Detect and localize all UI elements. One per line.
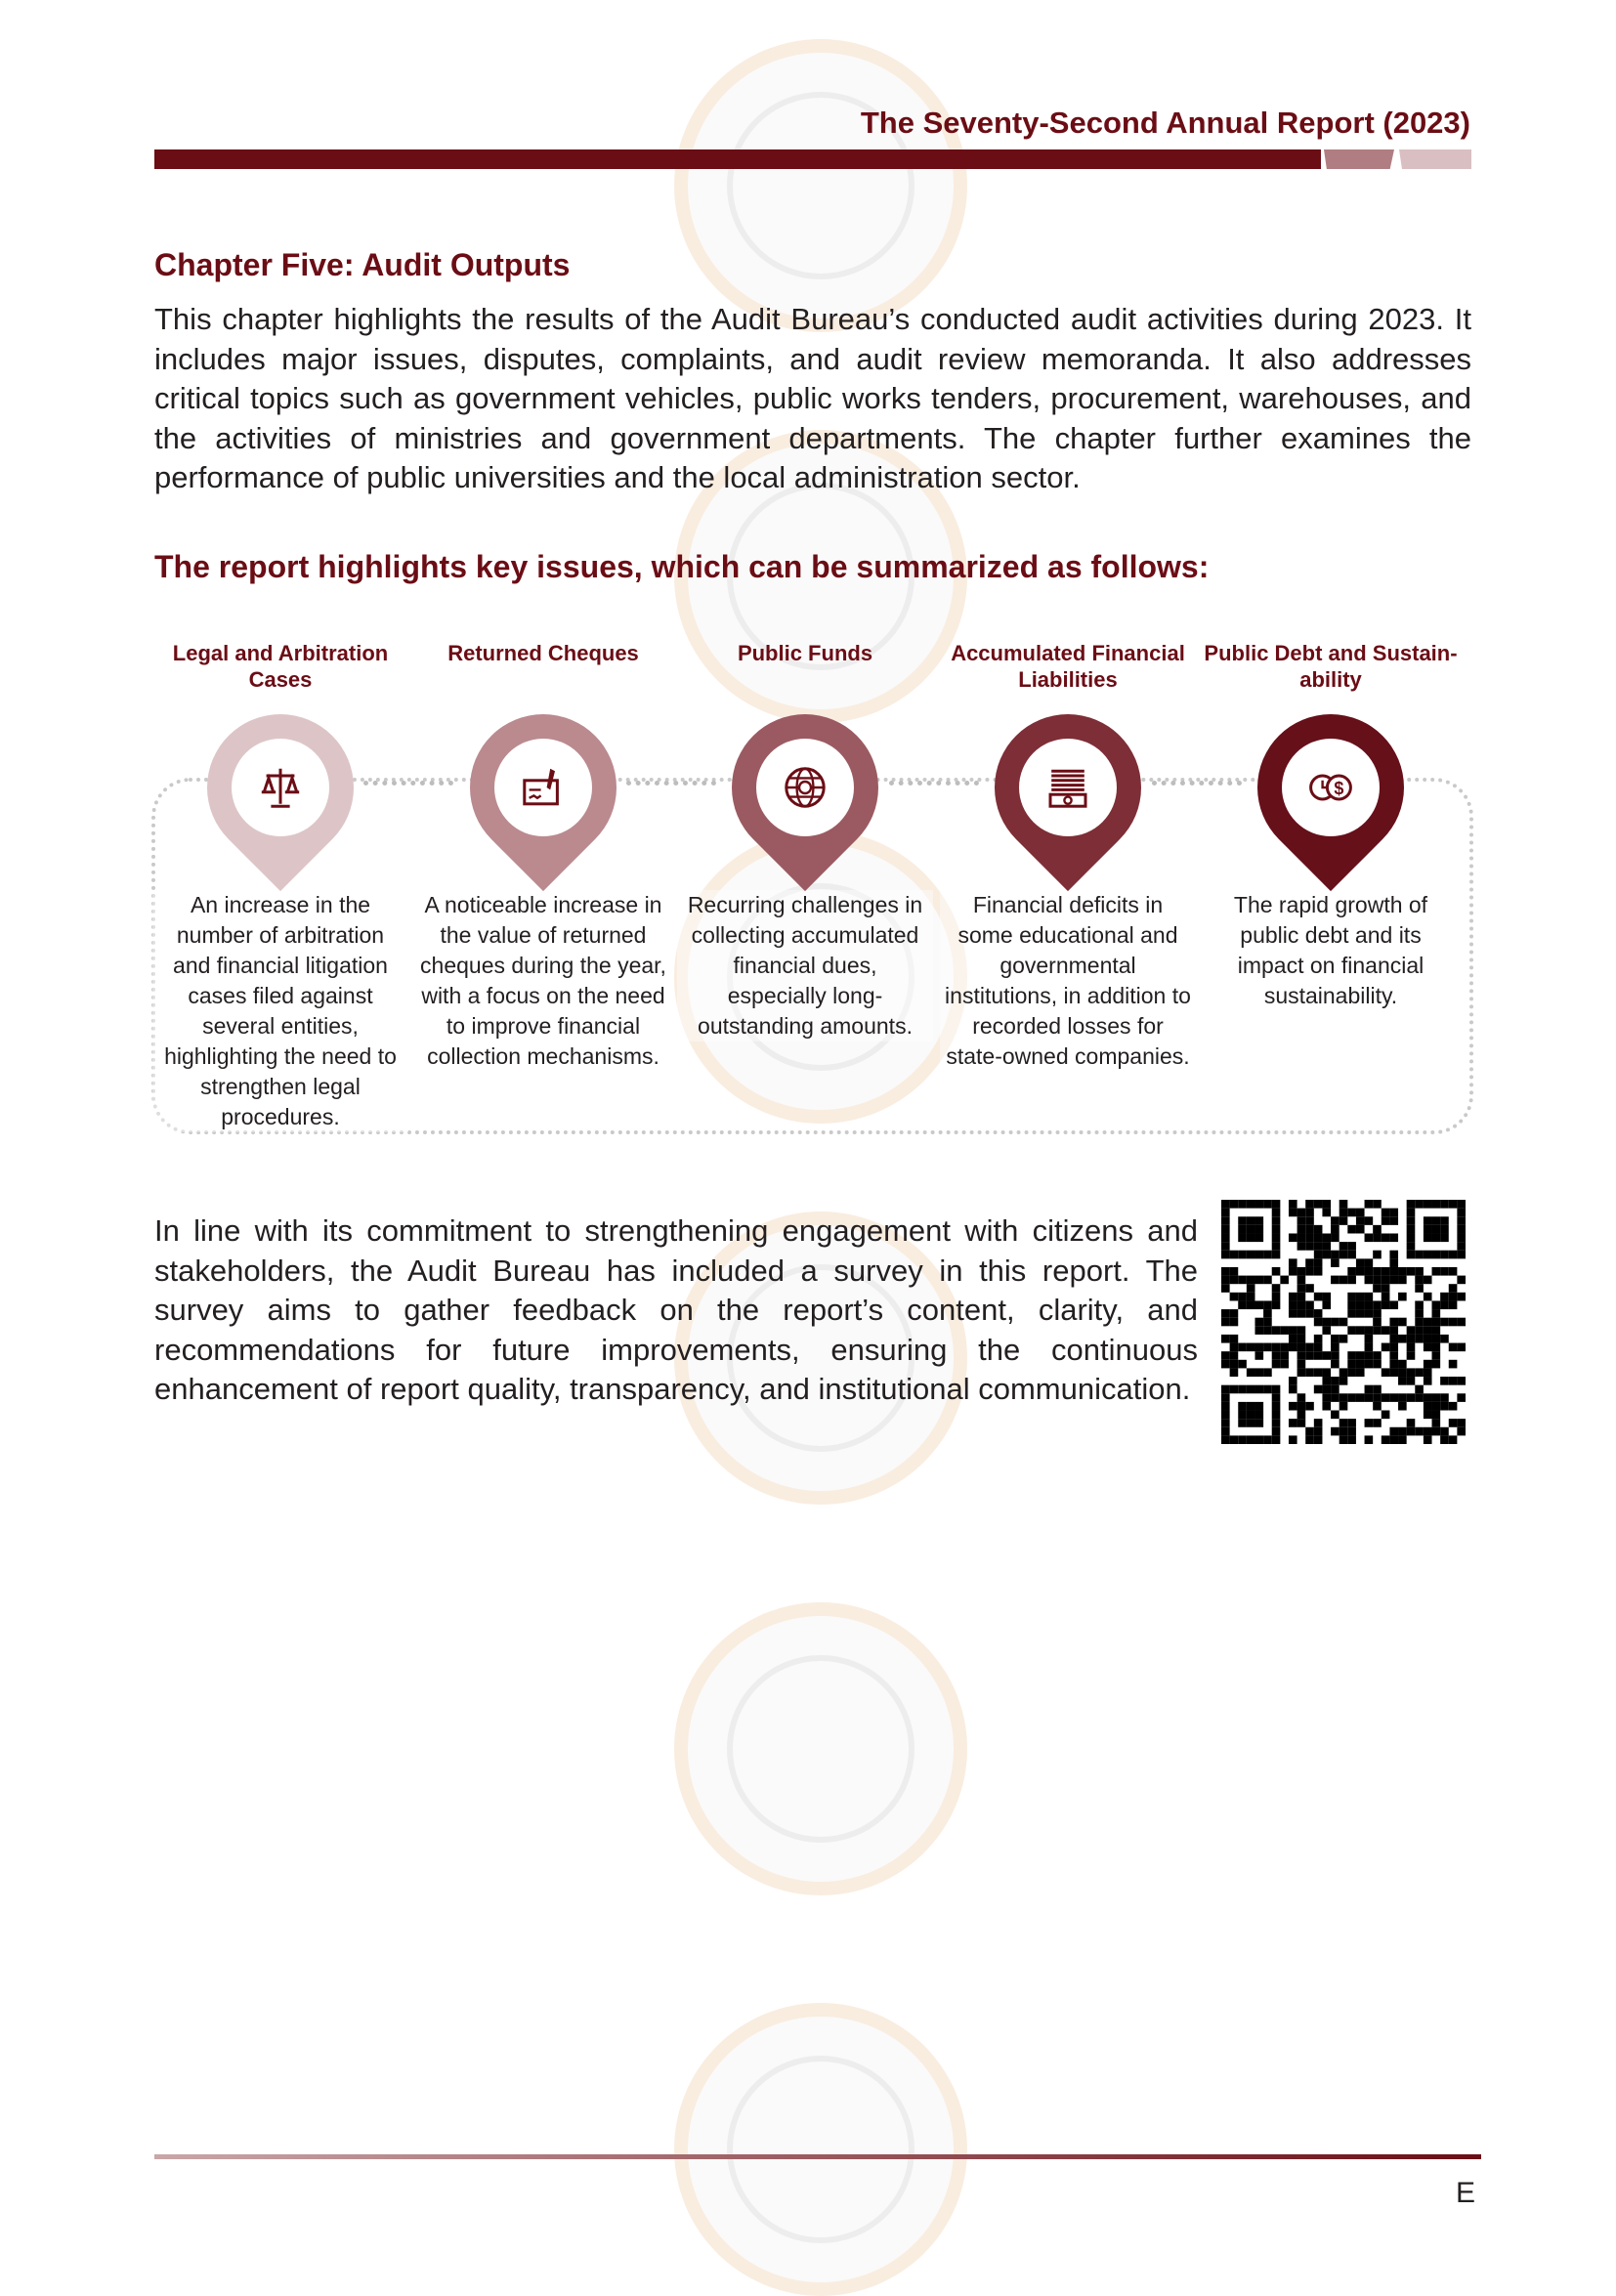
highlight-title: Accumulated Financial Liabilities (951, 641, 1185, 692)
highlight-description: Financial deficits in some educational and governmental institutions, in addition to recorded losses for state-owned companies. (940, 890, 1196, 1072)
svg-text:$: $ (1334, 779, 1344, 799)
header-bar-accent (1399, 149, 1471, 169)
highlight-card (152, 640, 408, 1132)
highlight-description: Recurring challenges in collecting accumulated financial dues, especially long-outstanding amounts. (677, 890, 933, 1042)
highlight-title: Returned Cheques (447, 641, 639, 665)
highlight-description: The rapid growth of public debt and its impact on financial sustainability. (1203, 890, 1459, 1011)
header-bar-accent (1324, 149, 1394, 169)
map-pin (470, 714, 617, 880)
map-pin (732, 714, 878, 880)
money-stack-icon (1044, 764, 1091, 811)
survey-text: In line with its commitment to strengthening engagement with citizens and stakeholders, the Audit Bureau has included a survey in this report. The survey aims to gather feedback on the report’s content, clarity, and recommendations for future improvements, ensuring the continuous enhancement of report quality, transparency, and institutional communication. (154, 1213, 1198, 1406)
footer-line (154, 2154, 1481, 2159)
chapter-title: Chapter Five: Audit Outputs (154, 247, 571, 282)
cheque-icon (520, 764, 567, 811)
highlight-description: A noticeable increase in the value of returned cheques during the year, with a focus on the need to improve financial collection mechanisms. (415, 890, 671, 1072)
header-bar (154, 149, 1321, 169)
chapter-intro: This chapter highlights the results of the Audit Bureau’s conducted audit activities during 2023. It includes major issues, disputes, complaints, and audit review memoranda. It also addresses critical topics such as government vehicles, public works tenders, procurement, warehouses, and the activities of ministries and government departments. The chapter further examines the performance of public universities and the local administration sector. (154, 302, 1471, 494)
page-number: E (1456, 2177, 1476, 2209)
watermark-clock (674, 1602, 967, 1895)
clock-dollar-icon (1307, 764, 1354, 811)
map-pin (995, 714, 1141, 880)
map-pin (207, 714, 354, 880)
highlights-title: The report highlights key issues, which can be summarized as follows: (154, 549, 1210, 584)
map-pin (1257, 714, 1404, 880)
highlight-description: An increase in the number of arbitration and financial litigation cases filed against several entities, highlighting the need to strengthen legal procedures. (152, 890, 408, 1132)
highlight-card (677, 640, 933, 1042)
highlight-card (940, 640, 1196, 1072)
scales-icon (257, 764, 304, 811)
watermark-clock (674, 2003, 967, 2296)
highlight-title: Public Debt and Sustain-ability (1204, 641, 1458, 692)
highlight-card (415, 640, 671, 1072)
highlight-title: Public Funds (737, 641, 873, 665)
highlight-card (1203, 640, 1459, 1011)
highlight-title: Legal and Arbitration Cases (172, 641, 389, 692)
report-title: The Seventy-Second Annual Report (2023) (860, 106, 1470, 140)
globe-dollar-icon (782, 764, 829, 811)
survey-qr-code[interactable] (1221, 1200, 1466, 1444)
watermark-clock (674, 39, 967, 332)
